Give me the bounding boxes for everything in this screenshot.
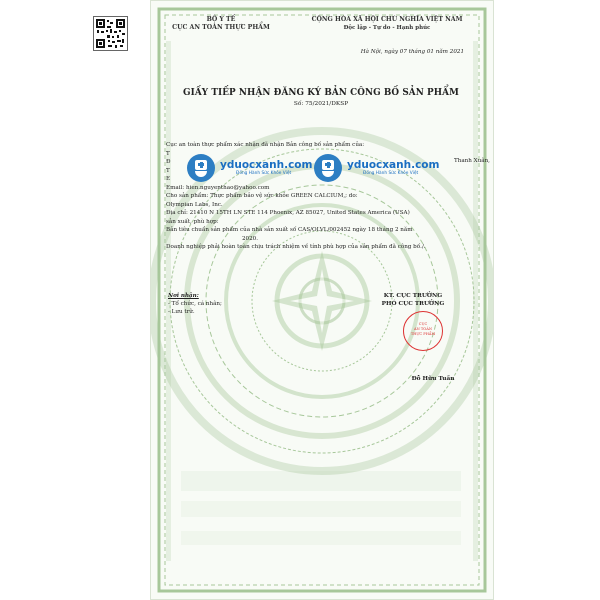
body-line: Cho sản phẩm: Thực phẩm bảo vệ sức khỏe GREEN CALCIUM,; do: <box>166 193 358 199</box>
country-name: CỘNG HÒA XÃ HỘI CHỦ NGHĨA VIỆT NAM <box>311 16 463 23</box>
pharmacy-logo-icon <box>187 154 215 182</box>
document-title: GIẤY TIẾP NHẬN ĐĂNG KÝ BẢN CÔNG BỐ SẢN PHẨM <box>183 88 459 98</box>
body-line: T <box>166 167 170 174</box>
document-number: Số: 75/2021/DKSP <box>293 101 349 107</box>
ministry-name: BỘ Y TẾ <box>206 16 236 23</box>
official-stamp <box>403 311 443 351</box>
partial-address-text: Thanh Xuân, <box>454 158 490 164</box>
body-line: Địa chỉ: 21410 N 15TH LN STE 114 Phoenix, AZ 85027, United States America (USA) <box>166 210 410 216</box>
stamp-text: THỰC PHẨM <box>410 332 436 336</box>
stamp-text: CỤC <box>418 322 428 326</box>
recipients-block <box>168 293 222 316</box>
qr-code <box>93 16 128 51</box>
national-header <box>283 16 491 32</box>
agency-name: CỤC AN TOÀN THỰC PHẨM <box>172 24 270 31</box>
signature-title <box>358 292 468 308</box>
body-line: Olympian Labs, Inc. <box>166 201 223 208</box>
body-line: T <box>166 150 170 157</box>
body-line: Bản tiêu chuẩn sản phẩm của nhà sản xuất số CAS/OLVL/002452 ngày 18 tháng 2 năm <box>166 227 413 233</box>
recipient-item: - Lưu trữ. <box>168 308 195 315</box>
body-line: 2020. <box>242 235 259 242</box>
recipient-item: - Tổ chức, cá nhân; <box>168 300 222 307</box>
body-line: Đ <box>166 159 171 165</box>
watermark-name: yduocxanh.com <box>220 158 313 171</box>
watermark-tagline: Đồng Hành Sức Khỏe Việt <box>363 170 419 176</box>
body-line: Cục an toàn thực phẩm xác nhận đã nhận Bản công bố sản phẩm của: <box>166 142 365 148</box>
watermark-tagline: Đồng Hành Sức Khỏe Việt <box>236 170 292 176</box>
body-line: Email: hien.nguyenthao@yahoo.com <box>166 184 270 191</box>
watermark-left <box>187 151 313 184</box>
body-line: E <box>166 176 171 182</box>
signature-line-2: PHÓ CỤC TRƯỞNG <box>381 301 445 307</box>
stamp-text: AN TOÀN <box>414 327 432 331</box>
pharmacy-logo-icon <box>314 154 342 182</box>
body-line: sản xuất, phù hợp: <box>166 218 219 225</box>
recipients-label: Nơi nhận: <box>168 293 199 299</box>
signer-name: Đỗ Hữu Tuấn <box>411 376 455 382</box>
issue-date: Hà Nội, ngày 07 tháng 01 năm 2021 <box>360 49 464 55</box>
watermark-right <box>314 151 440 184</box>
watermark-name: yduocxanh.com <box>347 158 440 171</box>
issuer-header <box>162 16 280 32</box>
motto: Độc lập - Tự do - Hạnh phúc <box>343 25 431 31</box>
body-line: Doanh nghiệp phải hoàn toàn chịu trách nhiệm về tính phù hợp của sản phẩm đã công bố./. <box>166 244 426 250</box>
signature-line-1: KT. CỤC TRƯỞNG <box>383 293 443 299</box>
